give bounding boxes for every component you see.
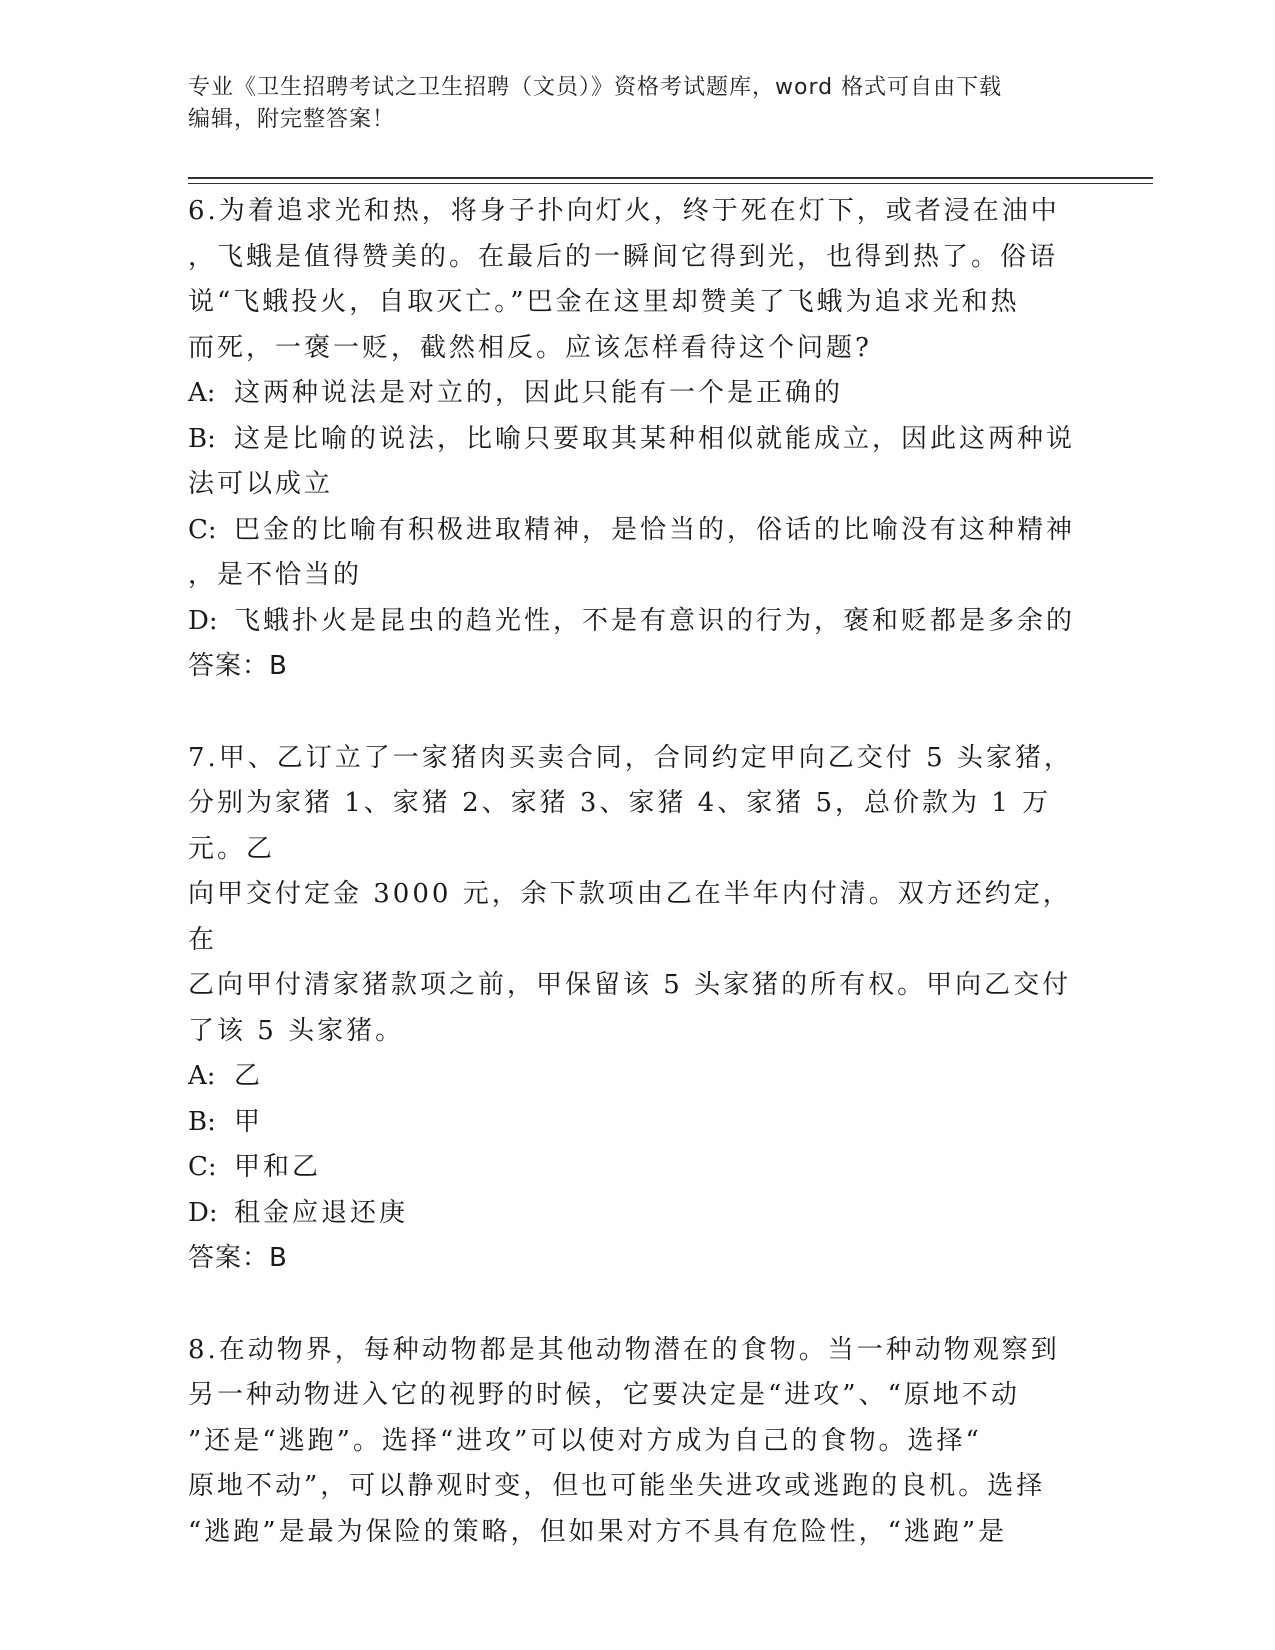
question-text-line: 7.甲、乙订立了一家猪肉买卖合同，合同约定甲向乙交付 5 头家猪， xyxy=(188,742,1073,773)
option-b xyxy=(188,417,1078,463)
option-text: 这是比喻的说法，比喻只要取其某种相似就能成立，因此这两种说 xyxy=(234,423,1076,454)
option-key: D: xyxy=(188,605,218,636)
option-b xyxy=(188,1100,1078,1146)
answer-label: 答案：B xyxy=(188,1243,288,1273)
question-text-line: 分别为家猪 1、家猪 2、家猪 3、家猪 4、家猪 5，总价款为 1 万元。乙 xyxy=(188,788,1052,864)
question-text-line: 了该 5 头家猪。 xyxy=(188,1015,405,1046)
option-key: A: xyxy=(188,378,216,408)
answer-label: 答案：B xyxy=(188,651,288,681)
question-7 xyxy=(188,736,1078,1282)
question-text-line: 8.在动物界，每种动物都是其他动物潜在的食物。当一种动物观察到 xyxy=(188,1334,1060,1365)
option-c xyxy=(188,508,1078,554)
question-6 xyxy=(188,189,1078,690)
option-d xyxy=(188,599,1078,645)
option-b-continued: 法可以成立 xyxy=(188,469,334,499)
option-key: A: xyxy=(188,1061,216,1091)
option-text: 甲 xyxy=(234,1106,264,1137)
option-text: 乙 xyxy=(234,1061,264,1091)
option-key: C: xyxy=(188,1152,217,1182)
document-header xyxy=(188,72,1078,136)
option-text: 甲和乙 xyxy=(234,1152,322,1182)
option-c xyxy=(188,1145,1078,1191)
option-text: 租金应退还庚 xyxy=(234,1197,409,1228)
option-text: 飞蛾扑火是昆虫的趋光性，不是有意识的行为，褒和贬都是多余的 xyxy=(234,605,1076,636)
question-spacer xyxy=(188,690,1078,736)
option-key: C: xyxy=(188,514,217,545)
question-spacer xyxy=(188,1282,1078,1328)
option-a xyxy=(188,371,1078,417)
option-text: 巴金的比喻有积极进取精神，是恰当的，俗话的比喻没有这种精神 xyxy=(234,514,1076,545)
header-line: 专业《卫生招聘考试之卫生招聘（文员）》资格考试题库，word 格式可自由下载 xyxy=(188,75,1003,100)
question-list xyxy=(188,189,1078,1555)
question-text-line: 乙向甲付清家猪款项之前，甲保留该 5 头家猪的所有权。甲向乙交付 xyxy=(188,970,1072,1000)
option-text: 这两种说法是对立的，因此只能有一个是正确的 xyxy=(234,378,844,408)
option-key: B: xyxy=(188,1106,216,1137)
question-8 xyxy=(188,1328,1078,1556)
question-text-line: ”还是“逃跑”。选择“进攻”可以使对方成为自己的食物。选择“ xyxy=(188,1425,982,1456)
header-divider-thick xyxy=(188,177,1153,179)
header-divider-thin xyxy=(188,183,1153,184)
option-a xyxy=(188,1054,1078,1100)
question-text-line: 6.为着追求光和热，将身子扑向灯火，终于死在灯下，或者浸在油中 xyxy=(188,196,1060,226)
option-key: D: xyxy=(188,1197,218,1228)
header-line: 编辑，附完整答案！ xyxy=(188,107,396,132)
option-c-continued: ，是不恰当的 xyxy=(188,560,363,590)
question-text-line: 而死，一褒一贬，截然相反。应该怎样看待这个问题? xyxy=(188,332,872,363)
option-d xyxy=(188,1191,1078,1237)
question-text-line: 向甲交付定金 3000 元，余下款项由乙在半年内付清。双方还约定，在 xyxy=(188,879,1072,955)
question-text-line: 另一种动物进入它的视野的时候，它要决定是“进攻”、“原地不动 xyxy=(188,1380,1020,1410)
question-text-line: ，飞蛾是值得赞美的。在最后的一瞬间它得到光，也得到热了。俗语 xyxy=(188,241,1059,272)
option-key: B: xyxy=(188,423,216,454)
question-text-line: “逃跑”是最为保险的策略，但如果对方不具有危险性，“逃跑”是 xyxy=(188,1516,1008,1547)
question-text-line: 原地不动”，可以静观时变，但也可能坐失进攻或逃跑的良机。选择 xyxy=(188,1471,1046,1501)
question-text-line: 说“飞蛾投火，自取灭亡。”巴金在这里却赞美了飞蛾为追求光和热 xyxy=(188,287,1020,317)
